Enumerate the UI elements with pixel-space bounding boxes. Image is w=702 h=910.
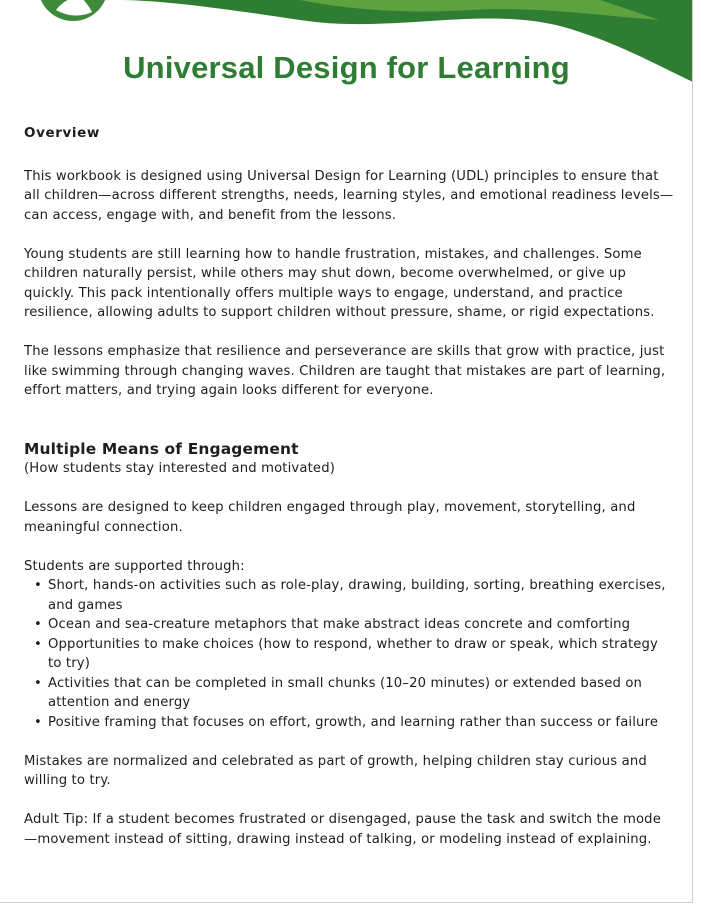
overview-paragraph: This workbook is designed using Universal Design for Learning (UDL) principles to ensure that all children—across different strengths, needs, learning styles, and emotional readiness levels—can access, engage with, and benefit from the lessons. — [24, 168, 674, 223]
engagement-closing: Mistakes are normalized and celebrated as part of growth, helping children stay curious and willing to try. — [24, 753, 647, 788]
list-item: • Opportunities to make choices (how to respond, whether to draw or speak, which strategy to try) — [48, 635, 674, 674]
list-item: • Ocean and sea-creature metaphors that make abstract ideas concrete and comforting — [48, 615, 674, 635]
overview-paragraph: The lessons emphasize that resilience and perseverance are skills that grow with practice, just like swimming through changing waves. Children are taught that mistakes are part of learning, effort matters, and trying again looks different for everyone. — [24, 344, 666, 398]
engagement-bullet-list — [24, 576, 674, 732]
list-item: • Activities that can be completed in small chunks (10–20 minutes) or extended based on attention and energy — [48, 674, 674, 713]
overview-heading: Overview — [24, 125, 100, 141]
list-item: • Short, hands-on activities such as role-play, drawing, building, sorting, breathing exercises, and games — [48, 576, 674, 615]
list-item: • Positive framing that focuses on effort, growth, and learning rather than success or failure — [48, 713, 674, 733]
leaf-logo-icon — [33, 0, 113, 26]
engagement-intro: Lessons are designed to keep children engaged through play, movement, storytelling, and meaningful connection. — [24, 500, 636, 535]
page-title: Universal Design for Learning — [123, 50, 570, 85]
engagement-heading: Multiple Means of Engagement — [24, 439, 299, 458]
content-body — [24, 124, 674, 849]
engagement-list-intro: Students are supported through: — [24, 558, 245, 574]
engagement-subheading: (How students stay interested and motivated) — [24, 461, 336, 476]
overview-paragraph: Young students are still learning how to handle frustration, mistakes, and challenges. Some children naturally persist, while others may shut down, become overwhelmed, or give up quickly. This pack intentionally offers multiple ways to engage, understand, and practice resilience, allowing adults to support children without pressure, shame, or rigid expectations. — [24, 246, 655, 320]
adult-tip: Adult Tip: If a student becomes frustrated or disengaged, pause the task and switch the mode—movement instead of sitting, drawing instead of talking, or modeling instead of explaining. — [24, 812, 661, 847]
